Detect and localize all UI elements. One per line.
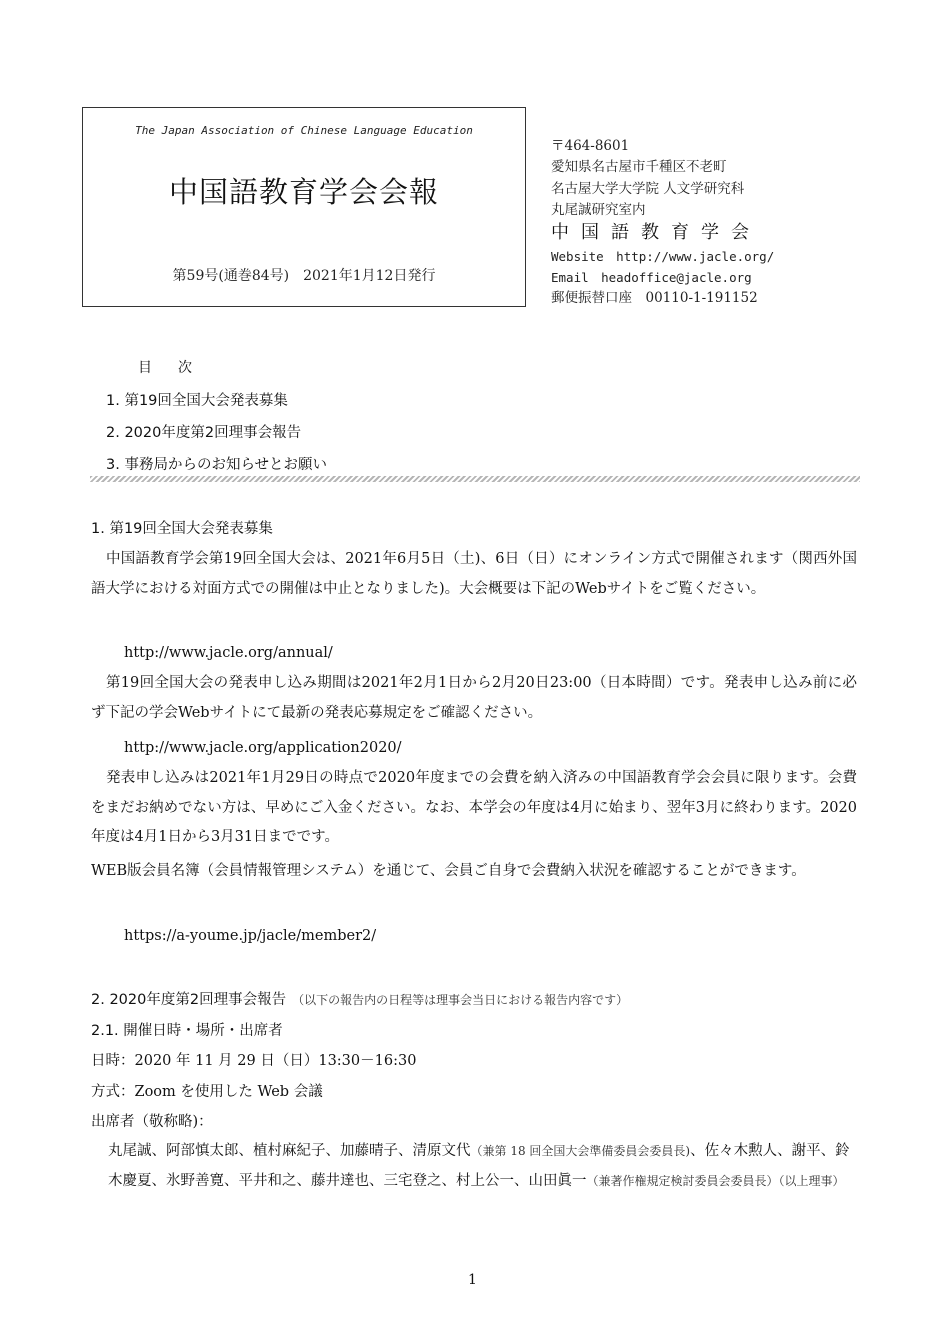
email-line: Email headoffice@jacle.org: [551, 270, 752, 285]
attendees-list: [108, 1137, 858, 1196]
section-1-paragraph-1: 中国語教育学会第19回全国大会は、2021年6月5日（土)、6日（日）にオンライン方式で開催されます（関西外国語大学における対面方式での開催は中止となりました)。大会概要は下記のWebサイトをご覧ください。: [91, 551, 857, 597]
application-url: http://www.jacle.org/application2020/: [124, 740, 402, 756]
toc-heading: 目次: [138, 360, 218, 376]
toc-item-3: 3. 事務局からのお知らせとお願い: [106, 457, 328, 473]
address-line-2: 名古屋大学大学院 人文学研究科: [551, 181, 745, 197]
section-1-paragraph-2: 第19回全国大会の発表申し込み期間は2021年2月1日から2月20日23:00（日本時間）です。発表申し込み前に必ず下記の学会Webサイトにて最新の発表応募規定をご確認ください。: [91, 675, 857, 721]
section-2-heading-text: 2. 2020年度第2回理事会報告: [91, 992, 287, 1008]
issue-info: 第59号(通巻84号) 2021年1月12日発行: [172, 268, 436, 284]
meeting-datetime: 日時：2020 年 11 月 29 日（日）13:30－16:30: [91, 1053, 417, 1069]
meeting-method: 方式：Zoom を使用した Web 会議: [91, 1084, 323, 1100]
section-2-1-heading: 2.1. 開催日時・場所・出席者: [91, 1023, 283, 1039]
attendees-note-2: （兼著作権規定検討委員会委員長）（以上理事）: [586, 1173, 845, 1188]
toc-item-2: 2. 2020年度第2回理事会報告: [106, 425, 302, 441]
association-name: 中国語教育学会: [551, 222, 761, 243]
section-1-heading: 1. 第19回全国大会発表募集: [91, 521, 273, 537]
section-divider: [90, 476, 860, 482]
address-line-3: 丸尾誠研究室内: [551, 202, 646, 218]
postal-code: 〒464-8601: [551, 138, 630, 154]
page-number: 1: [468, 1272, 477, 1288]
section-1-paragraph-4: WEB版会員名簿（会員情報管理システム）を通じて、会員ご自身で会費納入状況を確認することができます。: [91, 863, 806, 879]
member-url: https://a-youme.jp/jacle/member2/: [124, 928, 377, 944]
website-line: Website http://www.jacle.org/: [551, 249, 775, 264]
annual-url: http://www.jacle.org/annual/: [124, 645, 333, 661]
masthead-box: [82, 107, 526, 307]
section-1-paragraph-3: 発表申し込みは2021年1月29日の時点で2020年度までの会費を納入済みの中国語教育学会会員に限ります。会費をまだお納めでない方は、早めにご入金ください。なお、本学会の年度は4月に始まり、翌年3月に終わります。2020年度は4月1日から3月31日までです。: [91, 770, 857, 845]
section-2-heading-note: （以下の報告内の日程等は理事会当日における報告内容です）: [292, 993, 629, 1007]
association-english-name: The Japan Association of Chinese Language Education: [135, 124, 473, 137]
attendees-label: 出席者（敬称略)：: [91, 1114, 213, 1130]
address-line-1: 愛知県名古屋市千種区不老町: [551, 159, 727, 175]
newsletter-title: 中国語教育学会会報: [168, 175, 439, 209]
attendees-part-1: 丸尾誠、阿部慎太郎、植村麻紀子、加藤晴子、清原文代: [108, 1143, 471, 1159]
attendees-note-1: （兼第 18 回全国大会準備委員会委員長): [470, 1144, 691, 1158]
toc-item-1: 1. 第19回全国大会発表募集: [106, 393, 288, 409]
section-2-heading: [91, 988, 628, 1009]
attendees-part-2: 、佐々木勲人、謝平、鈴木慶夏、氷野善寛、平井和之、藤井達也、三宅登之、村上公一、山田眞一: [108, 1143, 850, 1189]
postal-transfer-account: 郵便振替口座 00110-1-191152: [551, 290, 758, 306]
